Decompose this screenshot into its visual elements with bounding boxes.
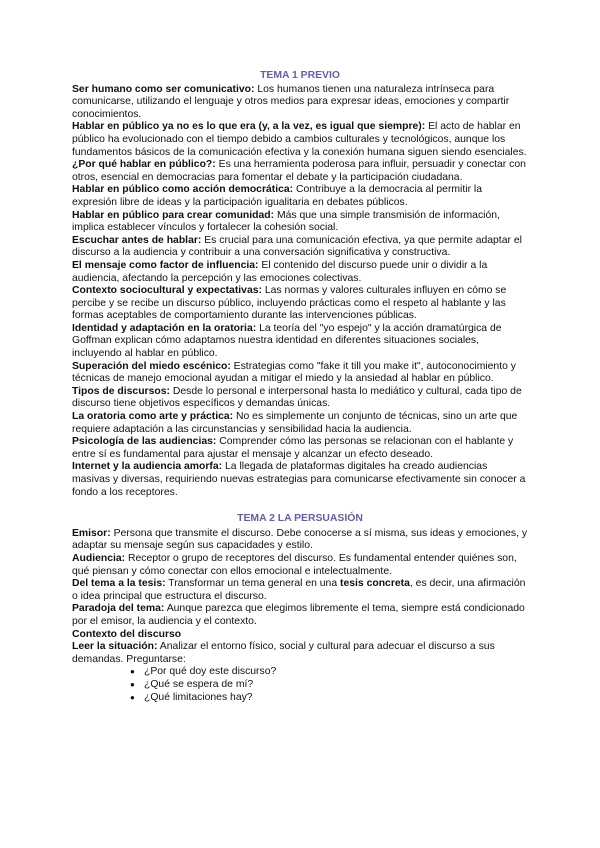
topic-label: Hablar en público para crear comunidad: bbox=[72, 209, 275, 221]
paradoja-paragraph bbox=[72, 603, 528, 628]
topic-text: Estrategias como "fake it till you make it", autoconocimiento y técnicas de manejo emocional ayudan a mitigar el miedo y la ansiedad al hablar en público. bbox=[72, 360, 516, 385]
topic-text: La teoría del "yo espejo" y la acción dramatúrgica de Goffman explican cómo adaptamos nuestra identidad en diferentes situaciones sociales, incluyendo al hablar en público. bbox=[72, 322, 502, 360]
tesis-text-a: Transformar un tema general en una bbox=[165, 578, 340, 590]
topic-text: Las normas y valores culturales influyen en cómo se percibe y se recibe un discurso público, incluyendo prácticas como el respeto al hablante y las formas aceptables de comportamiento durante las intervenciones públicas. bbox=[72, 285, 507, 322]
topic-paragraph bbox=[72, 184, 528, 209]
emisor-paragraph bbox=[72, 528, 528, 553]
topic-paragraph bbox=[72, 260, 528, 285]
topic-text: El acto de hablar en público ha evolucionado con el tiempo debido a cambios culturales y tecnológicos, aunque los fundamentos básicos de la comunicación efectiva y la conexión humana siguen siendo esenciales. bbox=[72, 121, 527, 158]
section-1-body bbox=[72, 84, 528, 500]
leer-label: Leer la situación: bbox=[72, 641, 158, 653]
topic-text: Es crucial para una comunicación efectiva, ya que permite adaptar el discurso a la audiencia y contribuir a una conversación significativa y constructiva. bbox=[72, 234, 522, 259]
paradoja-label: Paradoja del tema: bbox=[72, 603, 165, 615]
tesis-bold: tesis concreta bbox=[340, 578, 410, 590]
topic-paragraph bbox=[72, 386, 528, 411]
section-2-title: TEMA 2 LA PERSUASIÓN bbox=[237, 513, 363, 525]
topic-label: ¿Por qué hablar en público?: bbox=[72, 159, 216, 171]
questions-list bbox=[72, 666, 528, 704]
topic-label: El mensaje como factor de influencia: bbox=[72, 259, 259, 271]
document-page bbox=[72, 70, 528, 704]
topic-paragraph bbox=[72, 436, 528, 461]
topic-paragraph bbox=[72, 159, 528, 184]
topic-paragraph bbox=[72, 461, 528, 499]
topic-text: Contribuye a la democracia al permitir la expresión libre de ideas y la participación igualitaria en debates públicos. bbox=[72, 184, 482, 208]
question-item: ● ¿Qué limitaciones hay? bbox=[130, 692, 528, 705]
topic-label: Psicología de las audiencias: bbox=[72, 436, 217, 448]
audiencia-paragraph bbox=[72, 553, 528, 578]
emisor-label: Emisor: bbox=[72, 527, 111, 539]
topic-text: Desde lo personal e interpersonal hasta lo mediático y cultural, cada tipo de discurso tiene objetivos específicos y demandas únicas. bbox=[72, 385, 522, 410]
contexto-heading: Contexto del discurso bbox=[72, 628, 182, 640]
topic-text: Comprender cómo las personas se relacionan con el hablante y entre sí es fundamental para ajustar el mensaje y alcanzar un efecto deseado. bbox=[72, 436, 514, 460]
topic-paragraph bbox=[72, 411, 528, 436]
topic-label: Escuchar antes de hablar: bbox=[72, 234, 202, 246]
topic-text: Más que una simple transmisión de información, implica establecer vínculos y fortalecer la cohesión social. bbox=[72, 209, 500, 234]
topic-text: Los humanos tienen una naturaleza intrínseca para comunicarse, utilizando el lenguaje y otros medios para expresar ideas, emociones y compartir conocimientos. bbox=[72, 83, 510, 120]
tesis-label: Del tema a la tesis: bbox=[72, 578, 166, 590]
question-item: ● ¿Por qué doy este discurso? bbox=[130, 666, 528, 679]
audiencia-label: Audiencia: bbox=[72, 552, 126, 564]
question-item: ● ¿Qué se espera de mí? bbox=[130, 679, 528, 692]
topic-paragraph bbox=[72, 84, 528, 122]
topic-paragraph bbox=[72, 361, 528, 386]
topic-paragraph bbox=[72, 210, 528, 235]
topic-text: El contenido del discurso puede unir o dividir a la audiencia, afectando la percepción y las emociones colectivas. bbox=[72, 259, 488, 284]
section-1-title: TEMA 1 PREVIO bbox=[260, 70, 340, 81]
topic-label: Ser humano como ser comunicativo: bbox=[72, 83, 255, 95]
emisor-text: Persona que transmite el discurso. Debe conocerse a sí misma, sus ideas y emociones, y adaptar su mensaje según sus capacidades y estilo. bbox=[72, 527, 528, 552]
tesis-paragraph bbox=[72, 578, 528, 603]
leer-paragraph bbox=[72, 641, 528, 666]
topic-paragraph bbox=[72, 323, 528, 361]
topic-paragraph bbox=[72, 285, 528, 323]
topic-text: Es una herramienta poderosa para influir, persuadir y conectar con otros, esencial en democracias para fomentar el debate y la participación ciudadana. bbox=[72, 159, 526, 183]
topic-text: La llegada de plataformas digitales ha creado audiencias masivas y diversas, requiriendo nuevas estrategias para comunicarse efectivamente sin conocer a fondo a los receptores. bbox=[72, 461, 526, 498]
topic-label: Identidad y adaptación en la oratoria: bbox=[72, 322, 257, 334]
tesis-text-b: , es decir, una afirmación o idea principal que estructura el discurso. bbox=[72, 578, 526, 602]
topic-paragraph bbox=[72, 235, 528, 260]
topic-text: No es simplemente un conjunto de técnicas, sino un arte que requiere adaptación a las circunstancias y sensibilidad hacia la audiencia. bbox=[72, 411, 518, 435]
topic-paragraph bbox=[72, 121, 528, 159]
topic-label: Hablar en público ya no es lo que era (y, a la vez, es igual que siempre): bbox=[72, 121, 426, 133]
topic-label: Tipos de discursos: bbox=[72, 385, 170, 397]
audiencia-text: Receptor o grupo de receptores del discurso. Es fundamental entender quiénes son, qué piensan y cómo conectar con ellos emocional e intelectualmente. bbox=[72, 552, 517, 577]
topic-label: Contexto sociocultural y expectativas: bbox=[72, 285, 262, 297]
topic-label: La oratoria como arte y práctica: bbox=[72, 411, 234, 423]
topic-label: Hablar en público como acción democrática: bbox=[72, 184, 294, 196]
topic-label: Internet y la audiencia amorfa: bbox=[72, 461, 223, 473]
paradoja-text: Aunque parezca que elegimos libremente el tema, siempre está condicionado por el emisor, la audiencia y el contexto. bbox=[72, 603, 525, 627]
topic-label: Superación del miedo escénico: bbox=[72, 360, 231, 372]
leer-text: Analizar el entorno físico, social y cultural para adecuar el discurso a sus demandas. Preguntarse: bbox=[72, 641, 495, 665]
